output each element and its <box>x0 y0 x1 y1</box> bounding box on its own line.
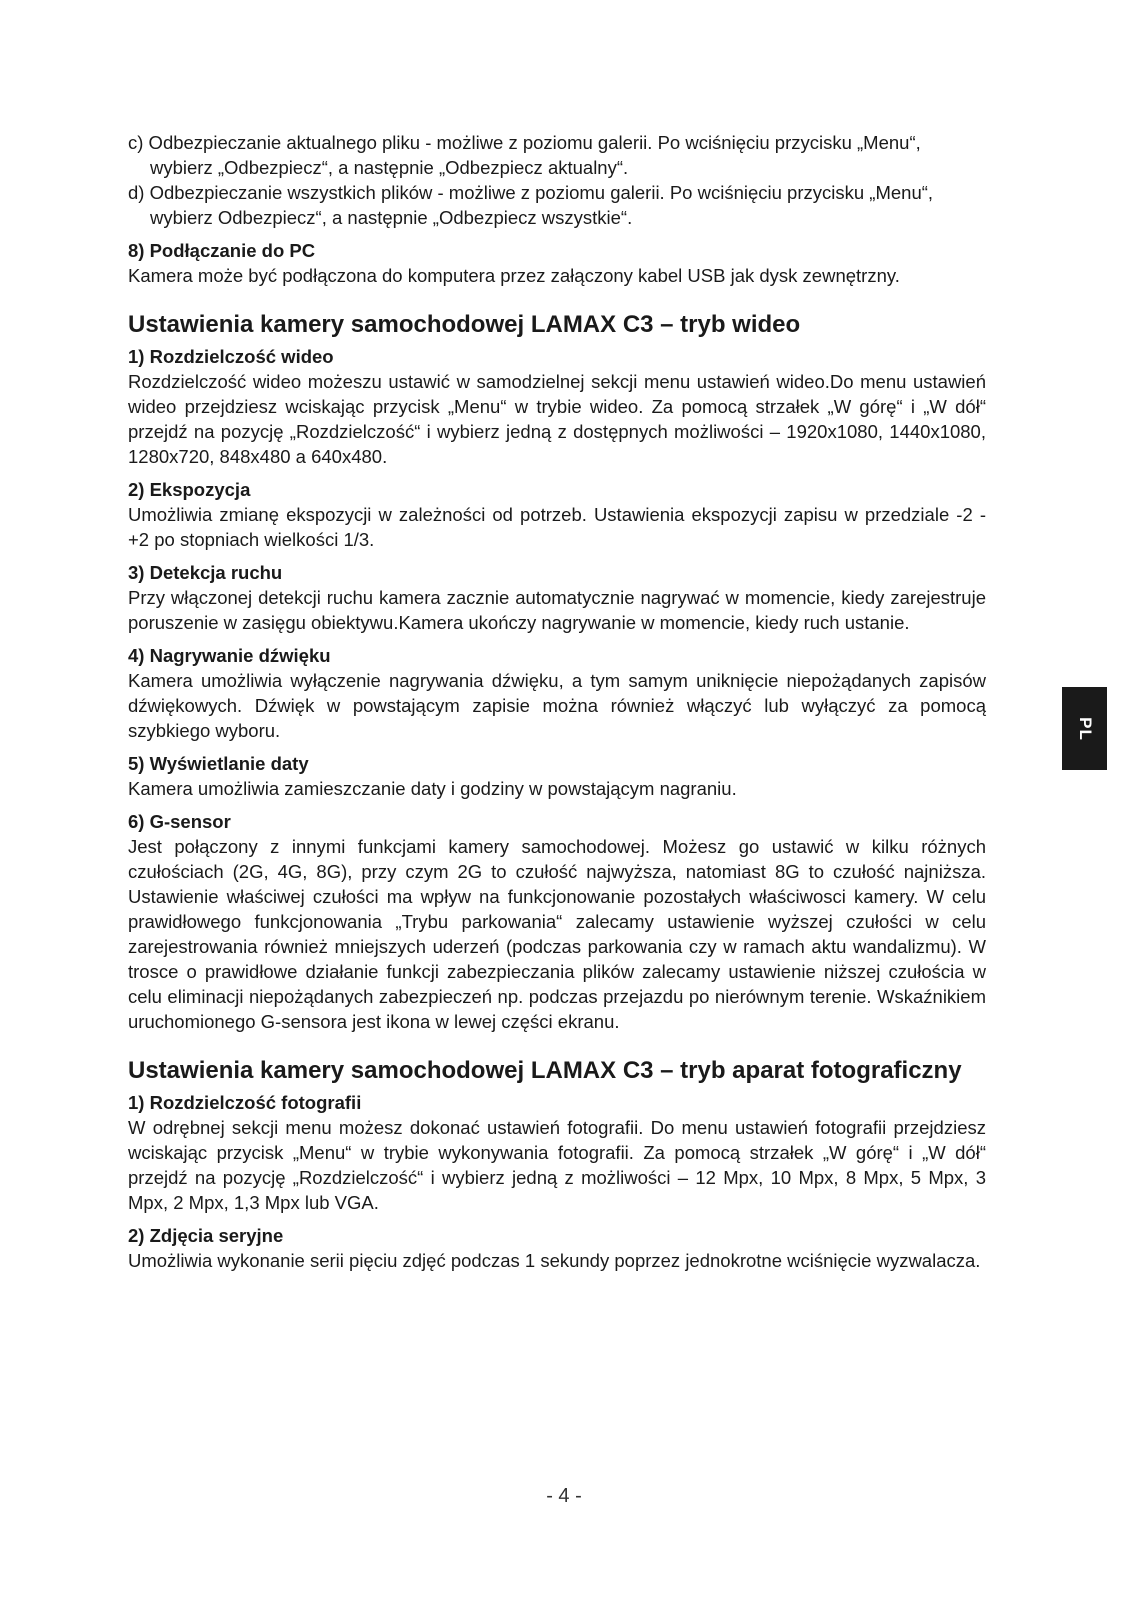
language-tab-label: PL <box>1075 716 1095 741</box>
video-section-title: Ustawienia kamery samochodowej LAMAX C3 – tryb wideo <box>128 311 801 338</box>
page-number: - 4 - <box>546 1485 582 1507</box>
photo-section-title: Ustawienia kamery samochodowej LAMAX C3 – tryb aparat fotograficzny <box>128 1057 962 1084</box>
video-item-text: Kamera umożliwia zamieszczanie daty i godziny w powstającym nagraniu. <box>128 778 737 799</box>
pc-heading: 8) Podłączanie do PC <box>128 240 316 261</box>
video-item-heading: 6) G-sensor <box>128 811 231 832</box>
video-item-heading: 2) Ekspozycja <box>128 479 251 500</box>
language-tab <box>1062 687 1107 770</box>
video-item-text: Umożliwia zmianę ekspozycji w zależności od potrzeb. Ustawienia ekspozycji zapisu w przedziale -2 - +2 po stopniach wielkości 1/3. <box>128 504 986 550</box>
photo-item-text: Umożliwia wykonanie serii pięciu zdjęć podczas 1 sekundy poprzez jednokrotne wciśnięcie wyzwalacza. <box>128 1250 981 1271</box>
video-item-text: Jest połączony z innymi funkcjami kamery samochodowej. Możesz go ustawić w kilku różnych czułościach (2G, 4G, 8G), przy czym 2G to czułość najwyższa, natomiast 8G to czułość najniższa. Ustawienie właściwej czułości ma wpływ na funkcjonowanie pozostałych właściwosci kamery. W celu prawidłowego funkcjonowania „Trybu parkowania“ zalecamy ustawienie wyższej czułości w celu zarejestrowania również mniejszych uderzeń (podczas parkowania czy w ramach aktu wandalizmu). W trosce o prawidłowe działanie funkcji zabezpieczania plików zalecamy ustawienie niższej czułościa w celu eliminacji niepożądanych zabezpieczeń np. podczas przejazdu po nierównym terenie. Wskaźnikiem uruchomionego G-sensora jest ikona w lewej części ekranu. <box>128 836 986 1032</box>
photo-item-heading: 1) Rozdzielczość fotografii <box>128 1092 362 1113</box>
video-item-heading: 3) Detekcja ruchu <box>128 562 283 583</box>
video-item-text: Kamera umożliwia wyłączenie nagrywania dźwięku, a tym samym uniknięcie niepożądanych zapisów dźwiękowych. Dźwięk w powstającym zapisie można również włączyć lub wyłączyć za pomocą szybkiego wyboru. <box>128 670 986 741</box>
intro-item-c: c) Odbezpieczanie aktualnego pliku - możliwe z poziomu galerii. Po wciśnięciu przycisku „Menu“, wybierz „Odbezpiecz“, a następnie „Odbezpiecz aktualny“. <box>128 132 921 178</box>
page-content <box>128 130 986 1273</box>
video-item-text: Rozdzielczość wideo możeszu ustawić w samodzielnej sekcji menu ustawień wideo.Do menu ustawień wideo przejdziesz wciskając przycisk „Menu“ w trybie wideo. Za pomocą strzałek „W górę“ i „W dół“ przejdź na pozycję „Rozdzielczość“ i wybierz jedną z dostępnych możliwości – 1920x1080, 1440x1080, 1280x720, 848x480 a 640x480. <box>128 371 986 467</box>
pc-text: Kamera może być podłączona do komputera przez załączony kabel USB jak dysk zewnętrzny. <box>128 265 900 286</box>
photo-item-heading: 2) Zdjęcia seryjne <box>128 1225 284 1246</box>
photo-item-text: W odrębnej sekcji menu możesz dokonać ustawień fotografii. Do menu ustawień fotografii przejdziesz wciskając przycisk „Menu“ w trybie wykonywania fotografii. Za pomocą strzałek „W górę“ i „W dół“ przejdź na pozycję „Rozdzielczość“ i wybierz jedną z możliwości – 12 Mpx, 10 Mpx, 8 Mpx, 5 Mpx, 3 Mpx, 2 Mpx, 1,3 Mpx lub VGA. <box>128 1117 986 1213</box>
video-item-text: Przy włączonej detekcji ruchu kamera zacznie automatycznie nagrywać w momencie, kiedy zarejestruje poruszenie w zasięgu obiektywu.Kamera ukończy nagrywanie w momencie, kiedy ruch ustanie. <box>128 587 986 633</box>
video-item-heading: 1) Rozdzielczość wideo <box>128 346 334 367</box>
intro-item-d: d) Odbezpieczanie wszystkich plików - możliwe z poziomu galerii. Po wciśnięciu przycisku „Menu“, wybierz Odbezpiecz“, a następnie „Odbezpiecz wszystkie“. <box>128 182 934 228</box>
video-item-heading: 5) Wyświetlanie daty <box>128 753 309 774</box>
video-item-heading: 4) Nagrywanie dźwięku <box>128 645 331 666</box>
